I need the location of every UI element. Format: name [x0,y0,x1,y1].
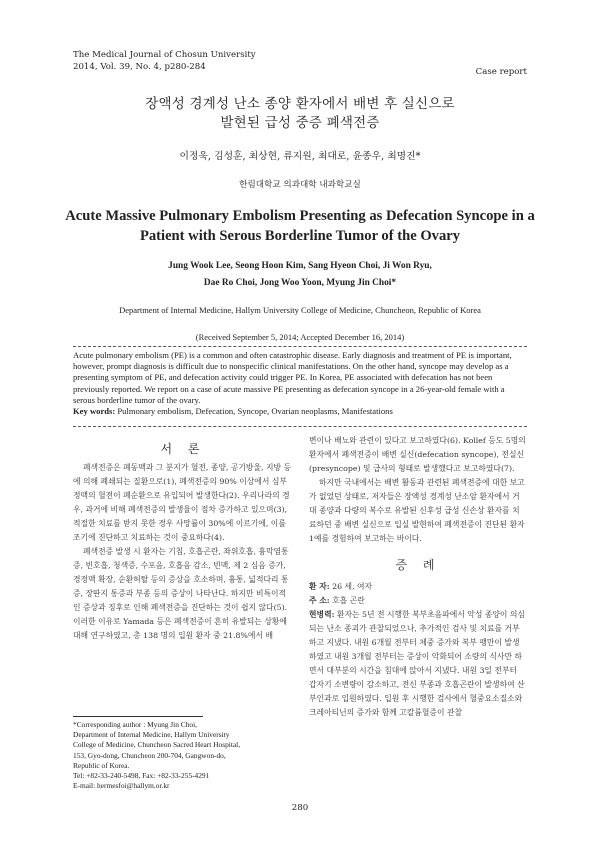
keywords: Pulmonary embolism, Defecation, Syncope, Ovarian neoplasms, Manifestations [117,406,393,417]
patient-info [309,580,527,594]
body-paragraph: 하지만 국내에서는 배변 활동과 관련된 폐색전증에 대한 보고가 없었던 상태로, 저자들은 장액성 경계성 난소암 환자에서 거대 종양과 다량의 복수로 유발된 신후성 급성 신손상 환자를 치료하던 중 배변 실신으로 입실 발현하여 폐색전증이 진단된 환자 1예를 경험하여 보고하는 바이다. [309,478,525,543]
footnote-line: Department of Internal Medicine, Hallym University [73,730,230,740]
korean-affiliation: 한림대학교 의과대학 내과학교실 [239,180,361,190]
footnote-line: *Corresponding author : Myung Jin Choi, [73,720,197,729]
footnote-line: College of Medicine, Chuncheon Sacred Heart Hospital, [73,740,241,750]
footnote-line: 153, Gyo-dong, Chuncheon 200-704, Gangwon-do, [73,750,226,760]
received-dates: (Received September 5, 2014; Accepted December 16, 2014) [195,332,405,342]
present-illness [309,608,527,720]
patient-label: 환 자: [309,582,330,591]
footnote-divider [73,716,203,717]
english-authors-line2: Dae Ro Choi, Jong Woo Yoon, Myung Jin Choi* [203,278,397,288]
chief-complaint-label: 주 소: [309,596,330,605]
journal-citation: 2014, Vol. 39, No. 4, p280-284 [73,62,206,72]
abstract [73,350,527,417]
korean-authors: 이정욱, 김성훈, 최상현, 류지원, 최대로, 윤종우, 최명진* [179,151,421,162]
abstract-bottom-divider [73,426,527,427]
footnote-line: Tel: +82-33-240-5498, Fax: +82-33-255-4291 [73,771,210,781]
article-type: Case report [475,67,527,77]
body-paragraph: 변이나 배뇨와 관련이 있다고 보고하였다(6). Kollef 등도 5명의 환자에서 폐색전증이 배변 실신(defecation syncope), 전실신(presyncope) 및 급사의 형태로 발생했다고 보고하였다(7). [309,436,526,473]
intro-paragraph: 폐색전증 발생 시 환자는 기침, 호흡곤란, 좌위호흡, 흉막염통증, 빈호흡, 청색증, 수포음, 호흡음 감소, 빈맥, 제 2 심음 증가, 경정맥 확장, 순환허탈 등의 증상을 호소하며, 흉통, 넓적다리 통증, 장딴지 통증과 부종 등의 증상이 나타난다. 하지만 비특이적인 증상과 징후로 인해 폐색전증을 진단하는 것이 쉽지 않다(5). 이러한 이유로 Yamada 등은 폐색전증이 흔히 유발되는 상황에 대해 연구하였고, 총 138 명의 입원 환자 중 21.8%에서 배 [73,547,289,640]
right-column [309,434,527,720]
korean-title-line1: 장액성 경계성 난소 종양 환자에서 배변 후 실신으로 [145,96,455,112]
present-illness-label: 현병력: [309,610,335,619]
intro-paragraph: 폐색전증은 폐동맥과 그 분지가 혈전, 종양, 공기방울, 지방 등에 의해 폐쇄되는 질환으로(1), 폐색전증의 90% 이상에서 심부정맥의 혈전이 폐순환으로 유입되어 발생한다(2). 우리나라의 경우, 과거에 비해 폐색전증의 발생율이 점차 증가하고 있으며(3), 적절한 치료를 받지 못한 경우 사망률이 30%에 이르기에, 이를 조기에 진단하고 치료하는 것이 중요하다(4). [73,463,292,542]
intro-body [73,461,293,643]
page-number: 280 [291,803,309,813]
english-authors-line1: Jung Wook Lee, Seong Hoon Kim, Sang Hyeon Choi, Ji Won Ryu, [168,261,432,271]
english-title-line1: Acute Massive Pulmonary Embolism Presenting as Defecation Syncope in a [65,208,535,224]
abstract-text: Acute pulmonary embolism (PE) is a common and often catastrophic disease. Early diagnosis and treatment of PE is important, however, prompt diagnosis is difficult due to nonspecific clinical manifestations. On the other hand, syncope may develop as a presenting symptom of PE, and defecation activity could trigger PE. In Korea, PE associated with defecation has not been previously reported. We report on a case of acute massive PE presenting as defecation syncope in a 26-year-old female with a serous borderline tumor of the ovary. [73,350,512,405]
corresponding-author-footnote [73,720,303,791]
footnote-line: E-mail: hermesfoi@hallym.or.kr [73,781,170,791]
journal-name: The Medical Journal of Chosun University [73,50,256,60]
chief-complaint-value: 호흡 곤란 [329,596,365,605]
english-affiliation: Department of Internal Medicine, Hallym University College of Medicine, Chuncheon, Republic of Korea [119,305,481,315]
korean-title-line2: 발현된 급성 중증 폐색전증 [220,115,380,131]
present-illness-text: 환자는 5년 전 시행한 복부초음파에서 악성 종양이 의심되는 난소 종괴가 관찰되었으나, 추가적인 검사 및 치료를 거부하고 지냈다. 내원 6개월 전부터 체중 증가와 복부 팽만이 발생하였고 내원 3개월 전부터는 증상이 악화되어 소량의 식사만 하면서 대부분의 시간을 침대에 앉아서 지냈다. 내원 3일 전부터 갑자기 소변량이 감소하고, 전신 부종과 호흡곤란이 발생하여 산부인과로 입원하였다. 입원 후 시행한 검사에서 혈중요소질소와 크레아티닌의 증가와 함께 고칼륨혈증이 관찰 [309,610,525,717]
intro-heading: 서 론 [160,442,206,456]
patient-value: 26 세, 여자 [329,582,373,591]
english-title-line2: Patient with Serous Borderline Tumor of the Ovary [139,228,461,244]
case-heading: 증 례 [395,558,441,572]
chief-complaint [309,594,527,608]
abstract-top-divider [73,346,527,347]
keywords-label: Key words: [73,406,116,417]
footnote-line: Republic of Korea. [73,760,130,770]
